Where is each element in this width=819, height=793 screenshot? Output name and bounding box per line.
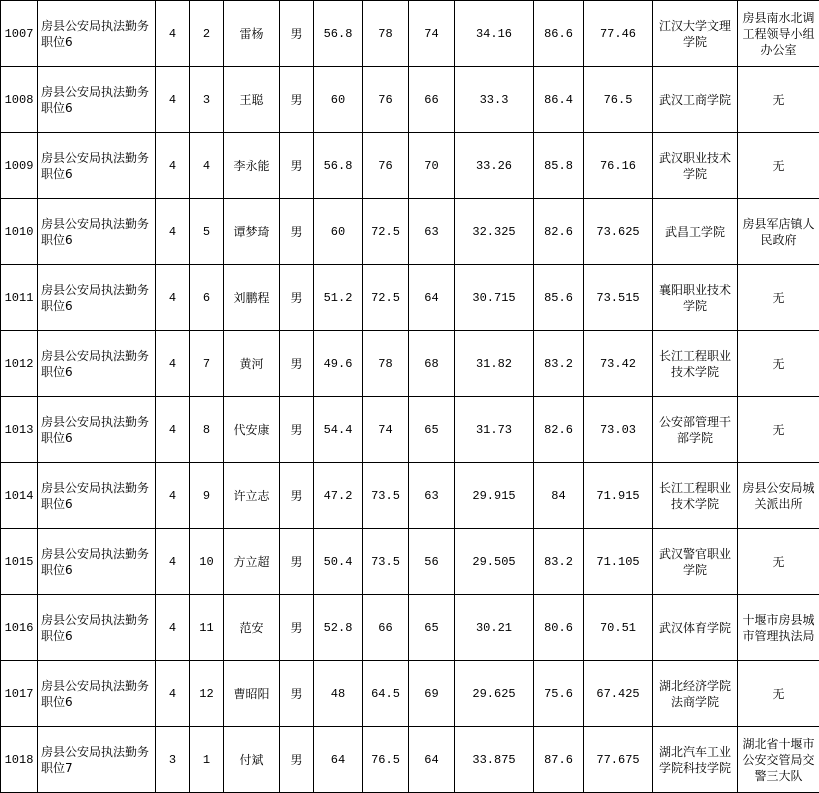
position-cell: 房县公安局执法勤务职位6 bbox=[38, 67, 156, 133]
rank-cell: 4 bbox=[190, 133, 224, 199]
essay-score-cell: 72.5 bbox=[363, 199, 409, 265]
professional-score-cell: 69 bbox=[409, 661, 455, 727]
essay-score-cell: 76 bbox=[363, 67, 409, 133]
total-score-cell: 67.425 bbox=[584, 661, 653, 727]
school-cell: 武汉职业技术学院 bbox=[653, 133, 738, 199]
name-cell: 李永能 bbox=[224, 133, 280, 199]
table-row bbox=[1, 727, 819, 793]
school-cell: 长江工程职业技术学院 bbox=[653, 463, 738, 529]
recruit-count-cell: 4 bbox=[156, 67, 190, 133]
total-score-cell: 73.515 bbox=[584, 265, 653, 331]
position-cell: 房县公安局执法勤务职位6 bbox=[38, 265, 156, 331]
professional-score-cell: 56 bbox=[409, 529, 455, 595]
table-row bbox=[1, 529, 819, 595]
table-row bbox=[1, 265, 819, 331]
aptitude-score-cell: 48 bbox=[314, 661, 363, 727]
rank-cell: 8 bbox=[190, 397, 224, 463]
workplace-cell: 房县南水北调工程领导小组办公室 bbox=[738, 1, 819, 67]
professional-score-cell: 64 bbox=[409, 265, 455, 331]
total-score-cell: 76.16 bbox=[584, 133, 653, 199]
workplace-cell: 湖北省十堰市公安交管局交警三大队 bbox=[738, 727, 819, 793]
candidate-id-cell: 1011 bbox=[1, 265, 38, 331]
position-cell: 房县公安局执法勤务职位7 bbox=[38, 727, 156, 793]
written-score-cell: 29.625 bbox=[455, 661, 534, 727]
essay-score-cell: 76 bbox=[363, 133, 409, 199]
written-score-cell: 29.505 bbox=[455, 529, 534, 595]
workplace-cell: 无 bbox=[738, 397, 819, 463]
candidate-id-cell: 1012 bbox=[1, 331, 38, 397]
written-score-cell: 29.915 bbox=[455, 463, 534, 529]
workplace-cell: 无 bbox=[738, 265, 819, 331]
interview-score-cell: 86.4 bbox=[534, 67, 584, 133]
table-row bbox=[1, 67, 819, 133]
school-cell: 江汉大学文理学院 bbox=[653, 1, 738, 67]
total-score-cell: 71.915 bbox=[584, 463, 653, 529]
written-score-cell: 30.21 bbox=[455, 595, 534, 661]
school-cell: 武汉工商学院 bbox=[653, 67, 738, 133]
total-score-cell: 73.42 bbox=[584, 331, 653, 397]
aptitude-score-cell: 51.2 bbox=[314, 265, 363, 331]
aptitude-score-cell: 49.6 bbox=[314, 331, 363, 397]
interview-score-cell: 86.6 bbox=[534, 1, 584, 67]
professional-score-cell: 63 bbox=[409, 463, 455, 529]
position-cell: 房县公安局执法勤务职位6 bbox=[38, 397, 156, 463]
school-cell: 公安部管理干部学院 bbox=[653, 397, 738, 463]
recruit-count-cell: 4 bbox=[156, 331, 190, 397]
gender-cell: 男 bbox=[280, 529, 314, 595]
school-cell: 武汉警官职业学院 bbox=[653, 529, 738, 595]
professional-score-cell: 66 bbox=[409, 67, 455, 133]
rank-cell: 3 bbox=[190, 67, 224, 133]
position-cell: 房县公安局执法勤务职位6 bbox=[38, 595, 156, 661]
gender-cell: 男 bbox=[280, 1, 314, 67]
workplace-cell: 无 bbox=[738, 133, 819, 199]
school-cell: 武汉体育学院 bbox=[653, 595, 738, 661]
position-cell: 房县公安局执法勤务职位6 bbox=[38, 661, 156, 727]
professional-score-cell: 74 bbox=[409, 1, 455, 67]
school-cell: 湖北汽车工业学院科技学院 bbox=[653, 727, 738, 793]
interview-score-cell: 83.2 bbox=[534, 529, 584, 595]
aptitude-score-cell: 56.8 bbox=[314, 1, 363, 67]
written-score-cell: 33.3 bbox=[455, 67, 534, 133]
candidate-id-cell: 1013 bbox=[1, 397, 38, 463]
gender-cell: 男 bbox=[280, 331, 314, 397]
position-cell: 房县公安局执法勤务职位6 bbox=[38, 529, 156, 595]
aptitude-score-cell: 54.4 bbox=[314, 397, 363, 463]
name-cell: 付斌 bbox=[224, 727, 280, 793]
gender-cell: 男 bbox=[280, 133, 314, 199]
recruit-count-cell: 4 bbox=[156, 199, 190, 265]
position-cell: 房县公安局执法勤务职位6 bbox=[38, 463, 156, 529]
rank-cell: 5 bbox=[190, 199, 224, 265]
professional-score-cell: 64 bbox=[409, 727, 455, 793]
interview-score-cell: 87.6 bbox=[534, 727, 584, 793]
rank-cell: 1 bbox=[190, 727, 224, 793]
interview-score-cell: 85.6 bbox=[534, 265, 584, 331]
position-cell: 房县公安局执法勤务职位6 bbox=[38, 331, 156, 397]
position-cell: 房县公安局执法勤务职位6 bbox=[38, 199, 156, 265]
gender-cell: 男 bbox=[280, 661, 314, 727]
workplace-cell: 房县公安局城关派出所 bbox=[738, 463, 819, 529]
total-score-cell: 77.675 bbox=[584, 727, 653, 793]
rank-cell: 7 bbox=[190, 331, 224, 397]
essay-score-cell: 73.5 bbox=[363, 529, 409, 595]
gender-cell: 男 bbox=[280, 463, 314, 529]
position-cell: 房县公安局执法勤务职位6 bbox=[38, 1, 156, 67]
recruit-count-cell: 4 bbox=[156, 1, 190, 67]
recruit-count-cell: 3 bbox=[156, 727, 190, 793]
interview-score-cell: 83.2 bbox=[534, 331, 584, 397]
written-score-cell: 33.26 bbox=[455, 133, 534, 199]
total-score-cell: 76.5 bbox=[584, 67, 653, 133]
candidate-id-cell: 1017 bbox=[1, 661, 38, 727]
name-cell: 谭梦琦 bbox=[224, 199, 280, 265]
name-cell: 范安 bbox=[224, 595, 280, 661]
essay-score-cell: 78 bbox=[363, 331, 409, 397]
name-cell: 曹昭阳 bbox=[224, 661, 280, 727]
aptitude-score-cell: 50.4 bbox=[314, 529, 363, 595]
aptitude-score-cell: 60 bbox=[314, 199, 363, 265]
name-cell: 代安康 bbox=[224, 397, 280, 463]
total-score-cell: 70.51 bbox=[584, 595, 653, 661]
essay-score-cell: 74 bbox=[363, 397, 409, 463]
total-score-cell: 77.46 bbox=[584, 1, 653, 67]
school-cell: 武昌工学院 bbox=[653, 199, 738, 265]
essay-score-cell: 72.5 bbox=[363, 265, 409, 331]
candidate-id-cell: 1009 bbox=[1, 133, 38, 199]
name-cell: 方立超 bbox=[224, 529, 280, 595]
workplace-cell: 房县军店镇人民政府 bbox=[738, 199, 819, 265]
table-row bbox=[1, 331, 819, 397]
table-body bbox=[1, 1, 819, 793]
written-score-cell: 31.82 bbox=[455, 331, 534, 397]
aptitude-score-cell: 60 bbox=[314, 67, 363, 133]
total-score-cell: 71.105 bbox=[584, 529, 653, 595]
table-row bbox=[1, 199, 819, 265]
gender-cell: 男 bbox=[280, 397, 314, 463]
workplace-cell: 无 bbox=[738, 331, 819, 397]
table-row bbox=[1, 397, 819, 463]
aptitude-score-cell: 52.8 bbox=[314, 595, 363, 661]
candidate-id-cell: 1010 bbox=[1, 199, 38, 265]
total-score-cell: 73.625 bbox=[584, 199, 653, 265]
written-score-cell: 34.16 bbox=[455, 1, 534, 67]
recruit-count-cell: 4 bbox=[156, 133, 190, 199]
workplace-cell: 十堰市房县城市管理执法局 bbox=[738, 595, 819, 661]
rank-cell: 10 bbox=[190, 529, 224, 595]
interview-score-cell: 80.6 bbox=[534, 595, 584, 661]
rank-cell: 9 bbox=[190, 463, 224, 529]
candidate-id-cell: 1014 bbox=[1, 463, 38, 529]
aptitude-score-cell: 56.8 bbox=[314, 133, 363, 199]
essay-score-cell: 66 bbox=[363, 595, 409, 661]
table-row bbox=[1, 133, 819, 199]
recruit-count-cell: 4 bbox=[156, 265, 190, 331]
interview-score-cell: 82.6 bbox=[534, 397, 584, 463]
name-cell: 雷杨 bbox=[224, 1, 280, 67]
rank-cell: 12 bbox=[190, 661, 224, 727]
gender-cell: 男 bbox=[280, 595, 314, 661]
essay-score-cell: 78 bbox=[363, 1, 409, 67]
essay-score-cell: 76.5 bbox=[363, 727, 409, 793]
name-cell: 王聪 bbox=[224, 67, 280, 133]
recruit-count-cell: 4 bbox=[156, 463, 190, 529]
written-score-cell: 32.325 bbox=[455, 199, 534, 265]
interview-score-cell: 82.6 bbox=[534, 199, 584, 265]
school-cell: 襄阳职业技术学院 bbox=[653, 265, 738, 331]
essay-score-cell: 64.5 bbox=[363, 661, 409, 727]
rank-cell: 6 bbox=[190, 265, 224, 331]
professional-score-cell: 68 bbox=[409, 331, 455, 397]
candidate-id-cell: 1018 bbox=[1, 727, 38, 793]
candidate-id-cell: 1007 bbox=[1, 1, 38, 67]
interview-score-cell: 85.8 bbox=[534, 133, 584, 199]
school-cell: 湖北经济学院法商学院 bbox=[653, 661, 738, 727]
workplace-cell: 无 bbox=[738, 661, 819, 727]
school-cell: 长江工程职业技术学院 bbox=[653, 331, 738, 397]
interview-score-cell: 75.6 bbox=[534, 661, 584, 727]
workplace-cell: 无 bbox=[738, 529, 819, 595]
name-cell: 许立志 bbox=[224, 463, 280, 529]
table-row bbox=[1, 595, 819, 661]
workplace-cell: 无 bbox=[738, 67, 819, 133]
candidate-id-cell: 1008 bbox=[1, 67, 38, 133]
gender-cell: 男 bbox=[280, 199, 314, 265]
gender-cell: 男 bbox=[280, 727, 314, 793]
aptitude-score-cell: 64 bbox=[314, 727, 363, 793]
table-row bbox=[1, 1, 819, 67]
aptitude-score-cell: 47.2 bbox=[314, 463, 363, 529]
total-score-cell: 73.03 bbox=[584, 397, 653, 463]
interview-score-cell: 84 bbox=[534, 463, 584, 529]
table-row bbox=[1, 463, 819, 529]
candidate-id-cell: 1016 bbox=[1, 595, 38, 661]
position-cell: 房县公安局执法勤务职位6 bbox=[38, 133, 156, 199]
table-row bbox=[1, 661, 819, 727]
professional-score-cell: 65 bbox=[409, 595, 455, 661]
name-cell: 刘鹏程 bbox=[224, 265, 280, 331]
candidate-id-cell: 1015 bbox=[1, 529, 38, 595]
gender-cell: 男 bbox=[280, 265, 314, 331]
recruit-count-cell: 4 bbox=[156, 661, 190, 727]
recruit-count-cell: 4 bbox=[156, 397, 190, 463]
written-score-cell: 33.875 bbox=[455, 727, 534, 793]
professional-score-cell: 65 bbox=[409, 397, 455, 463]
recruit-count-cell: 4 bbox=[156, 529, 190, 595]
written-score-cell: 30.715 bbox=[455, 265, 534, 331]
professional-score-cell: 63 bbox=[409, 199, 455, 265]
professional-score-cell: 70 bbox=[409, 133, 455, 199]
rank-cell: 11 bbox=[190, 595, 224, 661]
recruit-count-cell: 4 bbox=[156, 595, 190, 661]
written-score-cell: 31.73 bbox=[455, 397, 534, 463]
name-cell: 黄河 bbox=[224, 331, 280, 397]
rank-cell: 2 bbox=[190, 1, 224, 67]
essay-score-cell: 73.5 bbox=[363, 463, 409, 529]
gender-cell: 男 bbox=[280, 67, 314, 133]
